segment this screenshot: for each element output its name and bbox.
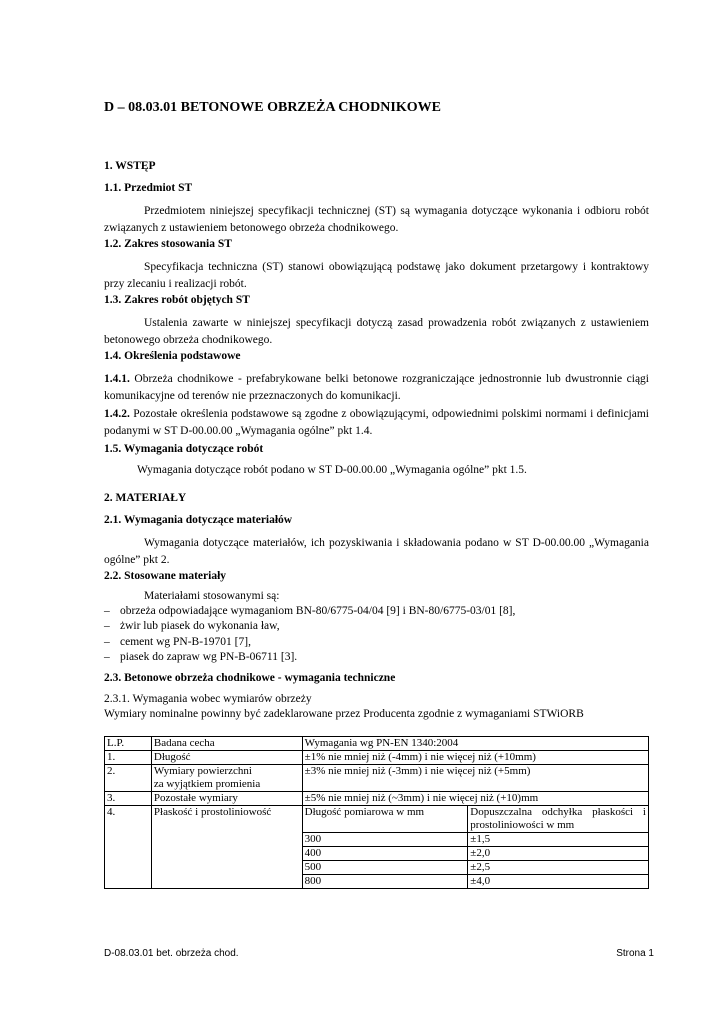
materials-item: – piasek do zapraw wg PN-B-06711 [3]. [104, 651, 298, 663]
table-cell-feature: Wymiary powierzchni za wyjątkiem promienia [151, 765, 302, 792]
table-cell-tolerance: ±2,0 [468, 847, 649, 861]
section-1-heading: 1. WSTĘP [104, 160, 156, 172]
section-1-3-text: Ustalenia zawarte w niniejszej specyfikacji dotyczą zasad prowadzenia robót związanych z ustawieniem betonowego obrzeża chodnikowego. [104, 317, 649, 346]
definition-1-4-1 [104, 371, 649, 404]
table-row [105, 833, 649, 847]
table-cell-requirement: ±1% nie mniej niż (-4mm) i nie więcej niż (+10mm) [302, 751, 648, 765]
table-cell-length: 800 [302, 875, 468, 889]
table-cell-lp: 2. [105, 765, 152, 792]
section-1-4-heading: 1.4. Określenia podstawowe [104, 350, 241, 362]
table-cell-length: 400 [302, 847, 468, 861]
table-row [105, 847, 649, 861]
table-header-cell: Wymagania wg PN-EN 1340:2004 [302, 737, 648, 751]
section-1-2-text: Specyfikacja techniczna (ST) stanowi obowiązującą podstawę jako dokument przetargowy i kontraktowy przy zlecaniu i realizacji robót. [104, 261, 649, 290]
dimensions-note: Wymiary nominalne powinny być zadeklarowane przez Producenta zgodnie z wymaganiami STWiORB [104, 708, 584, 720]
definition-1-4-1-text: Obrzeża chodnikowe - prefabrykowane belki betonowe rozgraniczające jednostronnie lub dwustronnie ciągi komunikacyjne od terenów nie przeznaczonych do komunikacji. [104, 373, 650, 402]
table-subheader-cell: Dopuszczalna odchyłka płaskości i prostoliniowości w mm [468, 806, 649, 833]
document-title: D – 08.03.01 BETONOWE OBRZEŻA CHODNIKOWE [104, 100, 441, 115]
definition-1-4-2 [104, 406, 649, 439]
requirements-table [104, 736, 649, 889]
table-header-cell: L.P. [105, 737, 152, 751]
table-row [105, 861, 649, 875]
table-cell-tolerance: ±1,5 [468, 833, 649, 847]
table-cell-feature: Płaskość i prostoliniowość [151, 806, 302, 833]
table-subheader-cell: Długość pomiarowa w mm [302, 806, 468, 833]
table-row [105, 792, 649, 806]
table-header-cell: Badana cecha [151, 737, 302, 751]
section-2-heading: 2. MATERIAŁY [104, 492, 187, 504]
table-row [105, 751, 649, 765]
footer-document-id: D-08.03.01 bet. obrzeża chod. [104, 948, 239, 959]
table-cell-feature: Pozostałe wymiary [151, 792, 302, 806]
table-row [105, 765, 649, 792]
materials-item: – żwir lub piasek do wykonania ław, [104, 620, 280, 632]
table-cell-length: 500 [302, 861, 468, 875]
section-1-1-text: Przedmiotem niniejszej specyfikacji technicznej (ST) są wymagania dotyczące wykonania i odbioru robót związanych z ustawieniem betonowego obrzeża chodnikowego. [104, 205, 649, 234]
table-cell-lp: 4. [105, 806, 152, 833]
table-cell-lp: 1. [105, 751, 152, 765]
section-1-1-heading: 1.1. Przedmiot ST [104, 182, 193, 194]
materials-intro: Materiałami stosowanymi są: [144, 590, 280, 602]
section-2-3-1-subheading: 2.3.1. Wymagania wobec wymiarów obrzeży [104, 693, 312, 705]
table-cell-requirement: ±3% nie mniej niż (-3mm) i nie więcej niż (+5mm) [302, 765, 648, 792]
section-1-5-text: Wymagania dotyczące robót podano w ST D-00.00.00 „Wymagania ogólne” pkt 1.5. [137, 464, 527, 476]
materials-item: – obrzeża odpowiadające wymaganiom BN-80/6775-04/04 [9] i BN-80/6775-03/01 [8], [104, 605, 516, 617]
section-1-5-heading: 1.5. Wymagania dotyczące robót [104, 443, 264, 455]
materials-item: – cement wg PN-B-19701 [7], [104, 636, 251, 648]
table-cell-length: 300 [302, 833, 468, 847]
table-header-row [105, 737, 649, 751]
definition-1-4-1-number: 1.4.1. [104, 373, 130, 385]
table-row [105, 806, 649, 833]
section-2-3-heading: 2.3. Betonowe obrzeża chodnikowe - wymagania techniczne [104, 672, 396, 684]
table-cell-feature: Długość [151, 751, 302, 765]
table-cell-lp: 3. [105, 792, 152, 806]
definition-1-4-2-text: Pozostałe określenia podstawowe są zgodne z obowiązującymi, odpowiednimi polskimi normami i definicjami podanymi w ST D-00.00.00 „Wymagania ogólne” pkt 1.4. [104, 408, 649, 437]
table-row [105, 875, 649, 889]
table-cell-requirement: ±5% nie mniej niż (~3mm) i nie więcej niż (+10)mm [302, 792, 648, 806]
table-cell-tolerance: ±2,5 [468, 861, 649, 875]
section-1-3-heading: 1.3. Zakres robót objętych ST [104, 294, 250, 306]
section-2-2-heading: 2.2. Stosowane materiały [104, 570, 227, 582]
footer-page-number: Strona 1 [616, 948, 654, 959]
table-cell-tolerance: ±4,0 [468, 875, 649, 889]
section-2-1-text: Wymagania dotyczące materiałów, ich pozyskiwania i składowania podano w ST D-00.00.00 „Wymagania ogólne” pkt 2. [104, 537, 649, 566]
section-2-1-heading: 2.1. Wymagania dotyczące materiałów [104, 514, 293, 526]
section-1-2-heading: 1.2. Zakres stosowania ST [104, 238, 232, 250]
definition-1-4-2-number: 1.4.2. [104, 408, 130, 420]
